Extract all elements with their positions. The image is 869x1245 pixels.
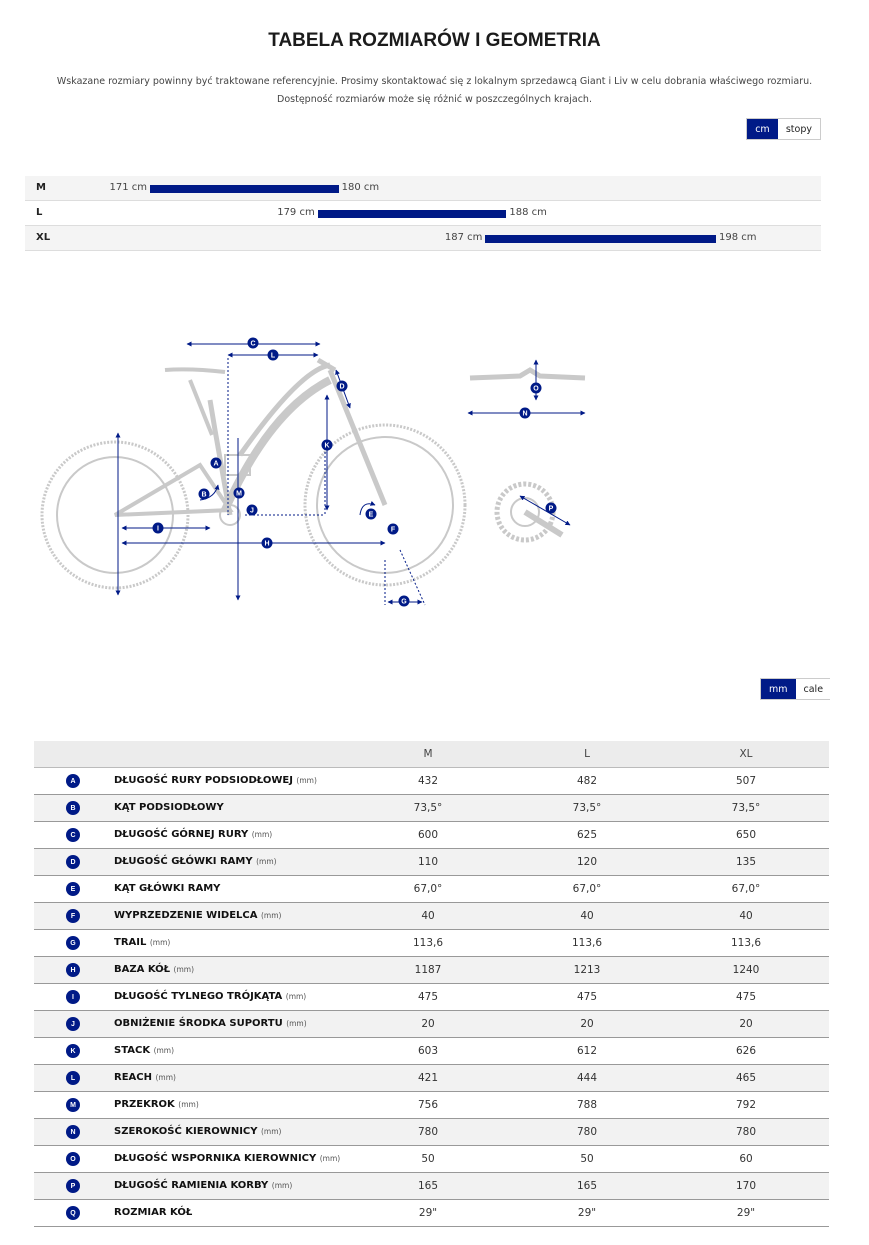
parameter-name	[114, 1207, 192, 1218]
value-l: 625	[576, 829, 598, 841]
diagram-letter-h: H	[264, 540, 270, 548]
table-row	[34, 768, 829, 795]
parameter-unit: (mm)	[286, 1019, 307, 1028]
parameter-unit: (mm)	[153, 1046, 175, 1055]
parameter-name	[114, 775, 317, 786]
value-xl: 626	[735, 1045, 757, 1057]
parameter-label: TRAIL	[114, 937, 147, 948]
value-l: 788	[576, 1099, 598, 1111]
value-m: 20	[421, 1018, 435, 1030]
size-label: M	[36, 182, 46, 193]
height-range-bar	[150, 185, 339, 193]
diagram-letter-g: G	[401, 598, 407, 606]
unit-inch-button[interactable]: cale	[796, 679, 832, 699]
parameter-label: REACH	[114, 1072, 152, 1083]
table-row	[34, 1038, 829, 1065]
diagram-letter-l: L	[270, 352, 276, 360]
diagram-letter-p: P	[548, 505, 554, 513]
table-row	[34, 1146, 829, 1173]
value-xl: 113,6	[730, 937, 762, 949]
table-row	[34, 930, 829, 957]
parameter-name	[114, 1099, 199, 1110]
table-row	[34, 1173, 829, 1200]
table-row	[34, 1092, 829, 1119]
diagram-letter-b: B	[201, 491, 207, 499]
diagram-letter-m: M	[236, 490, 242, 498]
parameter-label: DŁUGOŚĆ RURY PODSIODŁOWEJ	[114, 775, 293, 786]
value-m: 421	[417, 1072, 439, 1084]
row-code-badge: G	[66, 936, 80, 950]
parameter-unit: (mm)	[319, 1154, 341, 1163]
row-code-badge: D	[66, 855, 80, 869]
value-l: 40	[580, 910, 594, 922]
value-l: 444	[576, 1072, 598, 1084]
table-row	[34, 795, 829, 822]
value-xl: 465	[735, 1072, 757, 1084]
size-label: L	[36, 207, 43, 218]
parameter-name	[114, 883, 220, 894]
column-header-xl: XL	[739, 748, 753, 760]
parameter-name	[114, 1018, 307, 1029]
parameter-unit: (mm)	[256, 857, 277, 866]
row-code-badge: P	[66, 1179, 80, 1193]
row-code-badge: N	[66, 1125, 80, 1139]
table-row	[34, 957, 829, 984]
value-xl: 507	[735, 775, 757, 787]
value-l: 50	[580, 1153, 594, 1165]
diagram-letter-a: A	[213, 460, 219, 468]
row-code-badge: A	[66, 774, 80, 788]
table-row	[34, 1065, 829, 1092]
parameter-name	[114, 1180, 292, 1191]
value-l: 165	[576, 1180, 598, 1192]
row-code-badge: F	[66, 909, 80, 923]
value-xl: 792	[735, 1099, 757, 1111]
value-m: 600	[417, 829, 439, 841]
parameter-name	[114, 910, 281, 921]
diagram-letter-j: J	[250, 507, 254, 515]
value-m: 73,5°	[413, 802, 443, 814]
diagram-letter-e: E	[368, 511, 374, 519]
value-l: 1213	[573, 964, 601, 976]
min-height-label: 179 cm	[277, 207, 315, 218]
value-xl: 20	[739, 1018, 753, 1030]
table-row	[34, 903, 829, 930]
parameter-label: DŁUGOŚĆ GÓRNEJ RURY	[114, 829, 249, 840]
row-code-badge: C	[66, 828, 80, 842]
row-code-badge: E	[66, 882, 80, 896]
min-height-label: 171 cm	[109, 182, 147, 193]
value-xl: 135	[735, 856, 757, 868]
row-code-badge: Q	[66, 1206, 80, 1220]
value-m: 67,0°	[413, 883, 443, 895]
parameter-unit: (mm)	[285, 992, 307, 1001]
value-m: 40	[421, 910, 435, 922]
value-m: 756	[417, 1099, 439, 1111]
parameter-label: DŁUGOŚĆ GŁÓWKI RAMY	[114, 856, 253, 867]
value-xl: 780	[735, 1126, 757, 1138]
parameter-unit: (mm)	[261, 911, 282, 920]
value-xl: 475	[735, 991, 757, 1003]
bike-geometry-illustration	[0, 260, 869, 640]
max-height-label: 198 cm	[719, 232, 757, 243]
min-height-label: 187 cm	[444, 232, 483, 243]
row-code-badge: J	[66, 1017, 80, 1031]
parameter-unit: (mm)	[155, 1073, 176, 1082]
value-m: 603	[417, 1045, 439, 1057]
unit-mm-button[interactable]: mm	[761, 679, 796, 699]
parameter-name	[114, 1045, 174, 1056]
parameter-unit: (mm)	[251, 830, 273, 839]
row-code-badge: O	[66, 1152, 80, 1166]
height-range-bar	[318, 210, 507, 218]
max-height-label: 188 cm	[509, 207, 547, 218]
value-xl: 67,0°	[731, 883, 761, 895]
parameter-label: DŁUGOŚĆ RAMIENIA KORBY	[114, 1180, 269, 1191]
geometry-unit-toggle	[760, 678, 830, 700]
parameter-label: WYPRZEDZENIE WIDELCA	[114, 910, 258, 921]
parameter-label: KĄT PODSIODŁOWY	[114, 802, 224, 813]
value-l: 113,6	[571, 937, 603, 949]
table-row	[34, 1119, 829, 1146]
size-note: Wskazane rozmiary powinny być traktowane referencyjnie. Prosimy skontaktować się z lokalnym sprzedawcą Giant i Liv w celu dobrania właściwego rozmiaru.	[56, 76, 813, 87]
value-m: 29"	[418, 1207, 438, 1219]
parameter-name	[114, 1153, 340, 1164]
column-header-l: L	[584, 748, 590, 760]
parameter-label: DŁUGOŚĆ WSPORNIKA KIEROWNICY	[114, 1153, 317, 1164]
row-code-badge: K	[66, 1044, 80, 1058]
value-m: 50	[421, 1153, 435, 1165]
table-row	[34, 849, 829, 876]
value-l: 73,5°	[572, 802, 602, 814]
unit-cm-button[interactable]: cm	[747, 119, 778, 139]
value-l: 20	[580, 1018, 594, 1030]
parameter-name	[114, 991, 306, 1002]
value-m: 780	[417, 1126, 439, 1138]
value-l: 120	[576, 856, 598, 868]
diagram-letter-i: I	[157, 525, 159, 533]
max-height-label: 180 cm	[341, 182, 380, 193]
parameter-name	[114, 829, 272, 840]
value-xl: 170	[735, 1180, 757, 1192]
value-m: 165	[417, 1180, 439, 1192]
value-m: 1187	[414, 964, 442, 976]
parameter-name	[114, 964, 194, 975]
value-m: 475	[417, 991, 439, 1003]
value-l: 780	[576, 1126, 598, 1138]
diagram-letter-n: N	[522, 410, 528, 418]
size-label: XL	[36, 232, 51, 243]
geometry-diagram	[0, 260, 869, 640]
parameter-label: OBNIŻENIE ŚRODKA SUPORTU	[114, 1018, 283, 1029]
value-xl: 1240	[732, 964, 760, 976]
value-l: 29"	[577, 1207, 597, 1219]
height-range-bar	[485, 235, 716, 243]
diagram-letter-f: F	[390, 526, 396, 534]
parameter-name	[114, 1072, 176, 1083]
value-xl: 40	[739, 910, 753, 922]
parameter-unit: (mm)	[271, 1181, 293, 1190]
value-m: 432	[417, 775, 439, 787]
table-row	[34, 984, 829, 1011]
value-l: 612	[576, 1045, 598, 1057]
parameter-unit: (mm)	[178, 1100, 199, 1109]
parameter-label: BAZA KÓŁ	[114, 964, 171, 975]
parameter-unit: (mm)	[173, 965, 195, 974]
diagram-letter-d: D	[339, 383, 345, 391]
parameter-label: STACK	[114, 1045, 151, 1056]
column-header-m: M	[423, 748, 433, 760]
row-code-badge: M	[66, 1098, 80, 1112]
table-row	[34, 876, 829, 903]
table-row	[34, 1011, 829, 1038]
value-l: 482	[576, 775, 598, 787]
diagram-letter-c: C	[250, 340, 256, 348]
value-xl: 29"	[736, 1207, 756, 1219]
row-code-badge: H	[66, 963, 80, 977]
page-title: TABELA ROZMIARÓW I GEOMETRIA	[268, 30, 601, 51]
parameter-unit: (mm)	[296, 776, 317, 785]
availability-note: Dostępność rozmiarów może się różnić w poszczególnych krajach.	[277, 94, 592, 105]
value-m: 113,6	[412, 937, 444, 949]
value-xl: 60	[739, 1153, 753, 1165]
parameter-unit: (mm)	[149, 938, 171, 947]
table-row	[34, 822, 829, 849]
parameter-label: SZEROKOŚĆ KIEROWNICY	[114, 1126, 258, 1137]
table-row	[34, 1200, 829, 1227]
parameter-label: ROZMIAR KÓŁ	[114, 1207, 193, 1218]
value-m: 110	[417, 856, 439, 868]
value-xl: 73,5°	[731, 802, 761, 814]
unit-feet-button[interactable]: stopy	[778, 119, 820, 139]
table-header	[34, 741, 829, 768]
value-xl: 650	[735, 829, 757, 841]
value-l: 475	[576, 991, 598, 1003]
parameter-label: DŁUGOŚĆ TYLNEGO TRÓJKĄTA	[114, 991, 283, 1002]
parameter-label: KĄT GŁÓWKI RAMY	[114, 883, 221, 894]
size-row-xl	[25, 226, 821, 251]
parameter-label: PRZEKROK	[114, 1099, 175, 1110]
size-row-l	[25, 201, 821, 226]
row-code-badge: L	[66, 1071, 80, 1085]
parameter-unit: (mm)	[261, 1127, 282, 1136]
parameter-name	[114, 937, 170, 948]
row-code-badge: B	[66, 801, 80, 815]
parameter-name	[114, 1126, 281, 1137]
diagram-letter-o: O	[533, 385, 539, 393]
value-l: 67,0°	[572, 883, 602, 895]
row-code-badge: I	[66, 990, 80, 1004]
height-unit-toggle	[746, 118, 821, 140]
size-row-m	[25, 176, 821, 201]
parameter-name	[114, 802, 224, 813]
geometry-table	[34, 741, 829, 1227]
parameter-name	[114, 856, 277, 867]
diagram-letter-k: K	[324, 442, 330, 450]
